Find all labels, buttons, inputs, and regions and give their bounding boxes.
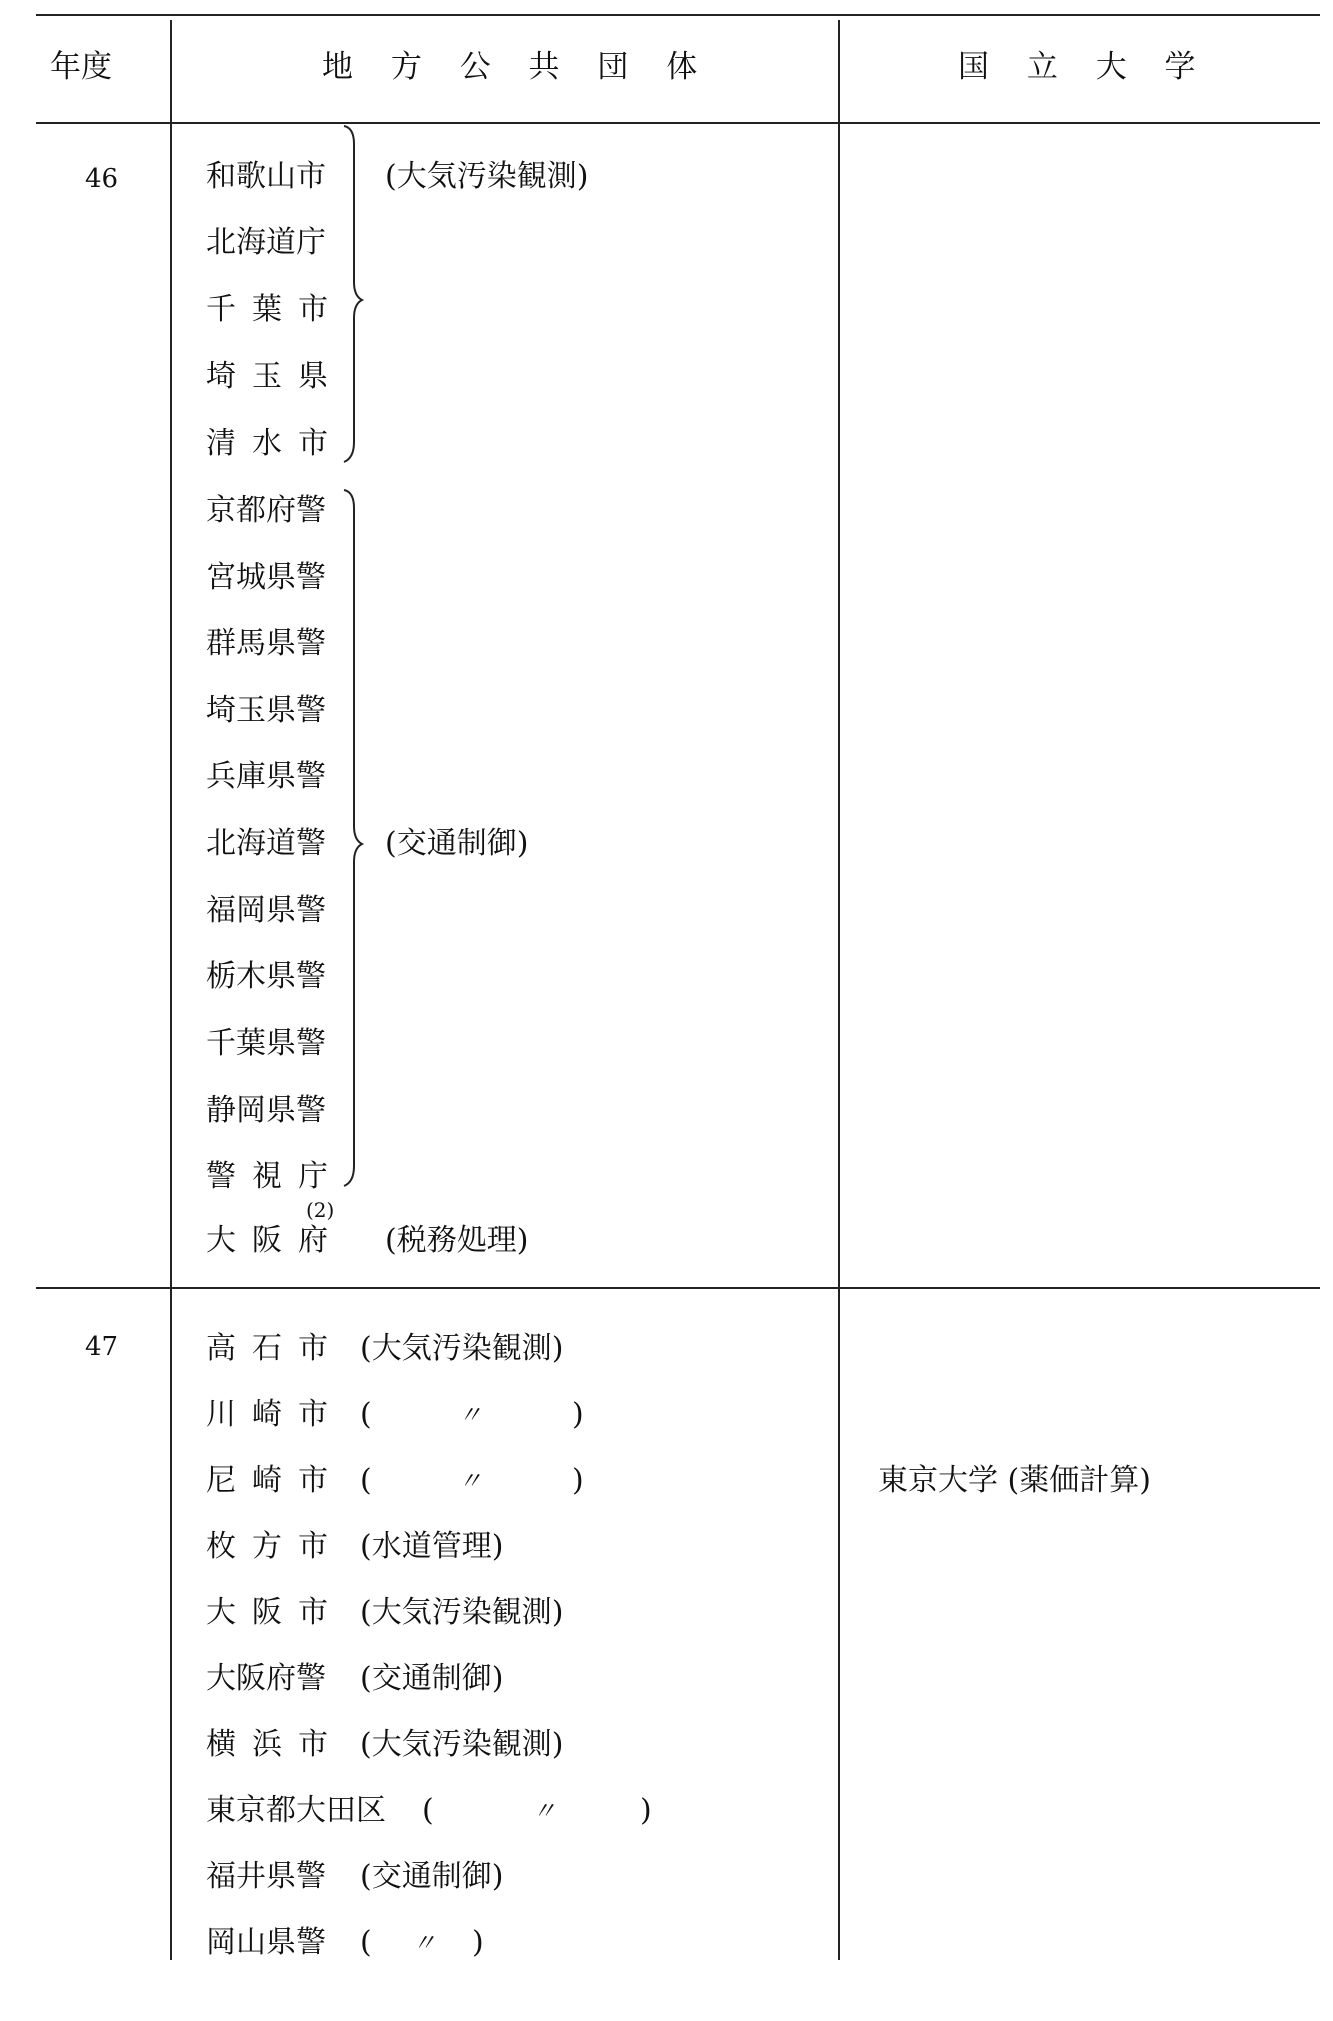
entity-name: 埼玉県警 — [206, 693, 326, 728]
note: (大気汚染観測) — [360, 1595, 564, 1630]
entity-name: 尼崎市 — [206, 1463, 344, 1498]
entity-name: 千葉県警 — [206, 1026, 326, 1061]
header-national-university: 国 立 大 学 — [958, 49, 1210, 85]
entity-name: 大阪府警 — [206, 1661, 326, 1696]
note-close-paren: ) — [472, 1925, 484, 1960]
entity-name: 警視庁 — [206, 1159, 344, 1194]
header-local-government: 地 方 公 共 団 体 — [322, 49, 712, 85]
header-year: 年度 — [50, 49, 112, 85]
year-divider-rule — [36, 1287, 1320, 1289]
note-open-paren: ( — [360, 1925, 372, 1960]
ditto-mark: 〃 — [532, 1797, 556, 1825]
entity-name: 高石市 — [206, 1331, 344, 1366]
table-top-rule — [36, 14, 1320, 16]
note-traffic-control: (交通制御) — [385, 826, 529, 861]
note-close-paren: ) — [640, 1793, 652, 1828]
column-divider-1 — [170, 20, 172, 1960]
national-university-entry: 東京大学 (薬価計算) — [878, 1463, 1151, 1498]
entity-name: 東京都大田区 — [206, 1793, 386, 1828]
entity-name: 枚方市 — [206, 1529, 344, 1564]
note-air-monitoring: (大気汚染観測) — [385, 159, 589, 194]
entity-name: 京都府警 — [206, 493, 326, 528]
note-open-paren: ( — [360, 1463, 372, 1498]
entity-name: 千葉市 — [206, 292, 344, 327]
entity-name: 埼玉県 — [206, 359, 344, 394]
entity-name: 大阪市 — [206, 1595, 344, 1630]
entity-name: 福岡県警 — [206, 893, 326, 928]
note-close-paren: ) — [572, 1397, 584, 1432]
entity-name: 兵庫県警 — [206, 759, 326, 794]
year-47: 47 — [85, 1332, 119, 1362]
entity-name: 清水市 — [206, 426, 344, 461]
entity-name: 栃木県警 — [206, 959, 326, 994]
entity-name: 宮城県警 — [206, 560, 326, 595]
entity-name: 北海道庁 — [206, 225, 326, 260]
entity-name: 群馬県警 — [206, 626, 326, 661]
entity-name: 静岡県警 — [206, 1093, 326, 1128]
column-divider-2 — [838, 20, 840, 1960]
brace-traffic-control — [340, 488, 370, 1188]
entity-name: 横浜市 — [206, 1727, 344, 1762]
note: (大気汚染観測) — [360, 1727, 564, 1762]
note-open-paren: ( — [360, 1397, 372, 1432]
note: (交通制御) — [360, 1661, 504, 1696]
brace-air-monitoring — [340, 124, 370, 464]
note-open-paren: ( — [422, 1793, 434, 1828]
entity-name: 大阪府 — [206, 1223, 344, 1258]
header-bottom-rule — [36, 122, 1320, 124]
year-46: 46 — [85, 164, 119, 194]
superscript-marker: (2) — [306, 1198, 335, 1222]
entity-name: 川崎市 — [206, 1397, 344, 1432]
entity-name: 福井県警 — [206, 1859, 326, 1894]
note: (大気汚染観測) — [360, 1331, 564, 1366]
ditto-mark: 〃 — [412, 1929, 436, 1957]
note-close-paren: ) — [572, 1463, 584, 1498]
ditto-mark: 〃 — [458, 1401, 482, 1429]
note-tax-processing: (税務処理) — [385, 1223, 529, 1258]
entity-name: 和歌山市 — [206, 159, 326, 194]
ditto-mark: 〃 — [458, 1467, 482, 1495]
note: (水道管理) — [360, 1529, 504, 1564]
note: (交通制御) — [360, 1859, 504, 1894]
entity-name: 北海道警 — [206, 826, 326, 861]
entity-name: 岡山県警 — [206, 1925, 326, 1960]
